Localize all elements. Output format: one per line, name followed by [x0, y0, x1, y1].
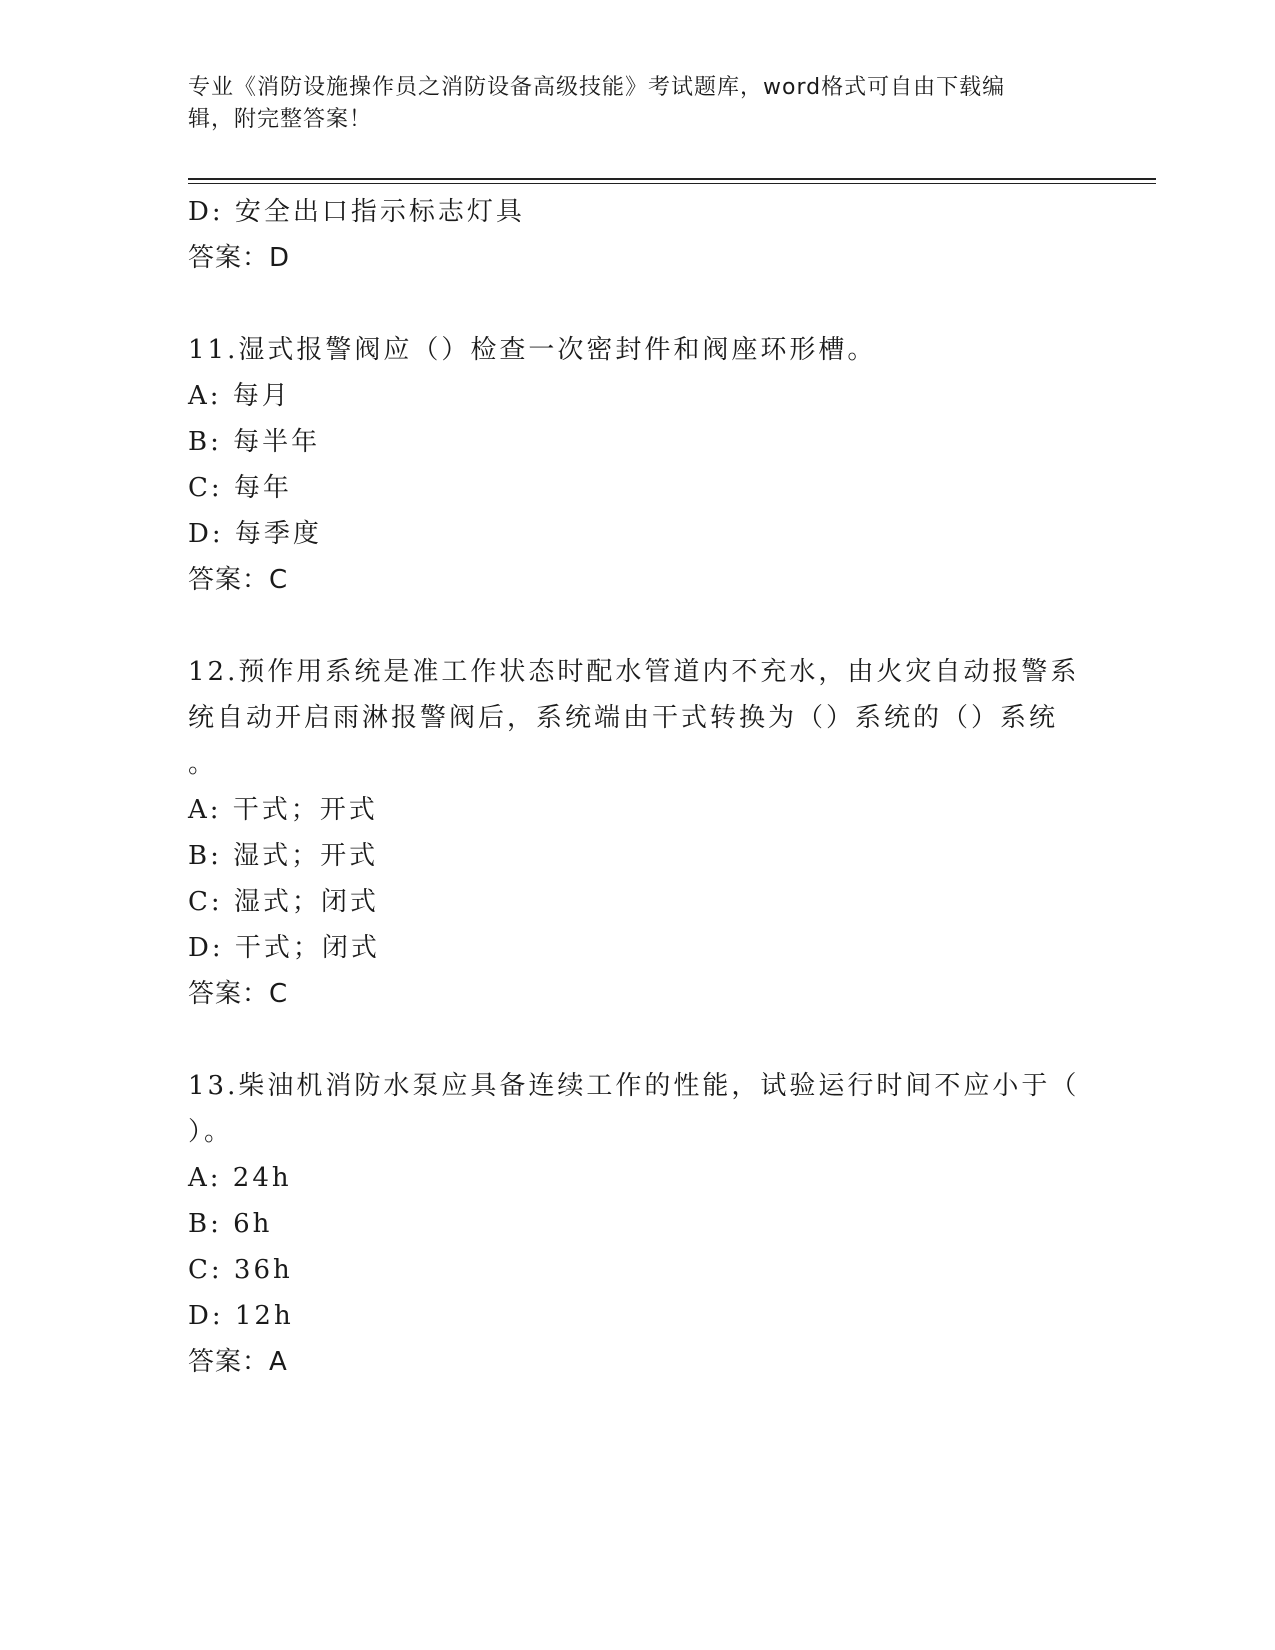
- question-13-answer: 答案：A: [188, 1347, 288, 1377]
- question-11-option-c: C: 每年: [188, 473, 292, 503]
- question-13-option-d: D: 12h: [188, 1301, 294, 1331]
- question-11-option-d: D: 每季度: [188, 519, 322, 549]
- header-rule-thin: [188, 183, 1156, 184]
- question-12-stem-line-2: 统自动开启雨淋报警阀后，系统端由干式转换为（）系统的（）系统: [188, 703, 1059, 733]
- spacer: [188, 603, 1088, 649]
- question-12-option-a: A: 干式；开式: [188, 795, 378, 825]
- question-13-option-b: B: 6h: [188, 1209, 273, 1239]
- prev-option-d: D: 安全出口指示标志灯具: [188, 197, 525, 227]
- document-header: [188, 72, 1068, 136]
- header-line-1: 专业《消防设施操作员之消防设备高级技能》考试题库，word格式可自由下载编: [188, 75, 1006, 100]
- question-11-option-b: B: 每半年: [188, 427, 321, 457]
- question-11-answer: 答案：C: [188, 565, 289, 595]
- spacer: [188, 1017, 1088, 1063]
- question-12-stem-line-1: 12.预作用系统是准工作状态时配水管道内不充水，由火灾自动报警系: [188, 657, 1080, 687]
- question-13-stem-line-1: 13.柴油机消防水泵应具备连续工作的性能，试验运行时间不应小于（: [188, 1071, 1080, 1101]
- spacer: [188, 281, 1088, 327]
- question-12-answer: 答案：C: [188, 979, 289, 1009]
- question-13-option-a: A: 24h: [188, 1163, 292, 1193]
- question-content: [188, 189, 1088, 1385]
- question-12-option-c: C: 湿式；闭式: [188, 887, 379, 917]
- question-13-stem-line-2: ）。: [188, 1117, 234, 1147]
- question-11-option-a: A: 每月: [188, 381, 291, 411]
- question-12-stem-line-3: 。: [188, 749, 218, 779]
- header-rule-thick: [188, 178, 1156, 180]
- question-11-stem: 11.湿式报警阀应（）检查一次密封件和阀座环形槽。: [188, 335, 877, 365]
- question-13-option-c: C: 36h: [188, 1255, 293, 1285]
- header-line-2: 辑，附完整答案！: [188, 107, 373, 132]
- question-12-option-b: B: 湿式；开式: [188, 841, 379, 871]
- prev-answer: 答案：D: [188, 243, 291, 273]
- question-12-option-d: D: 干式；闭式: [188, 933, 380, 963]
